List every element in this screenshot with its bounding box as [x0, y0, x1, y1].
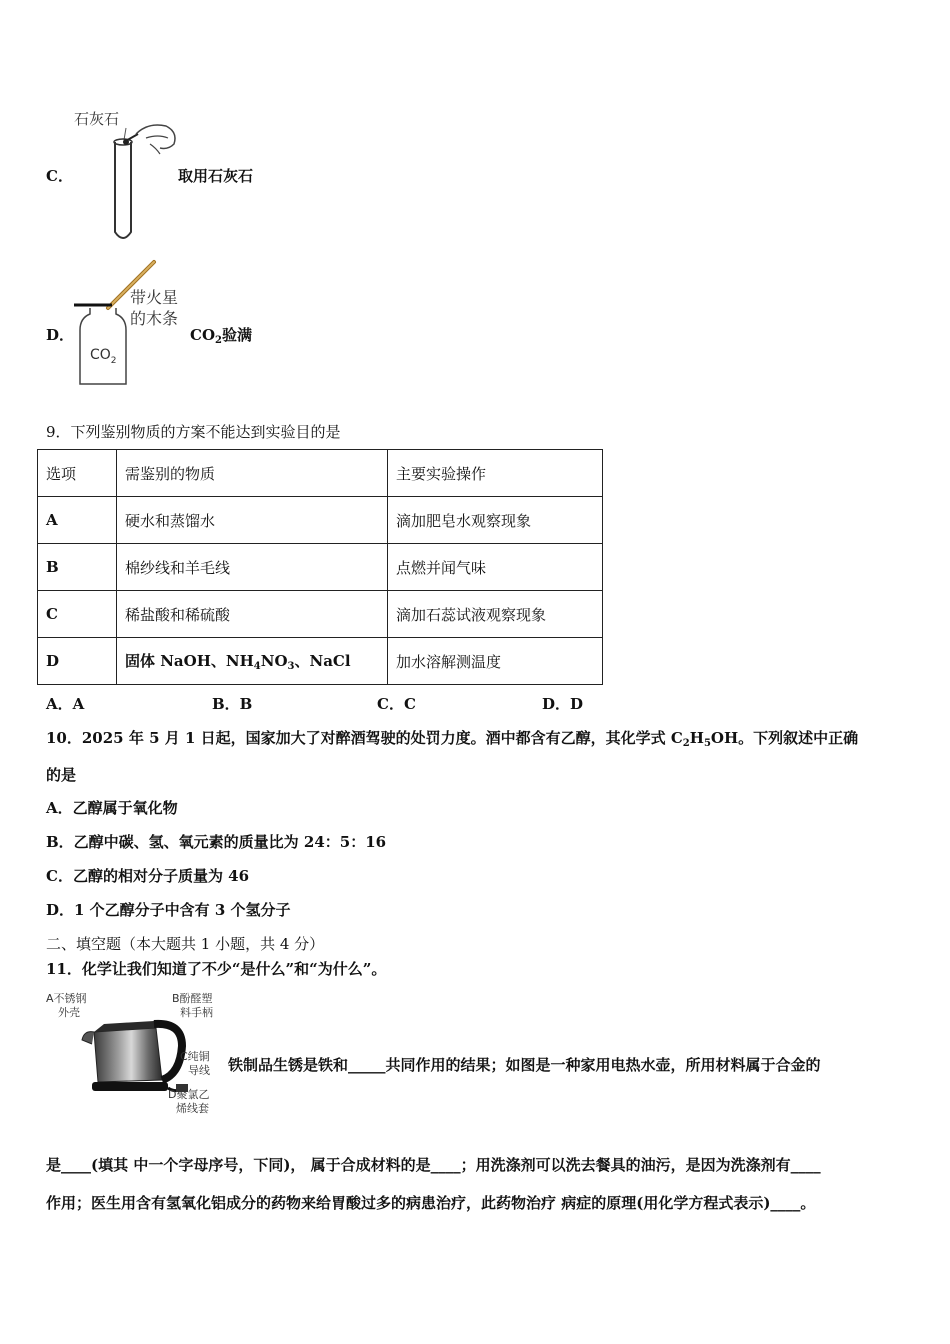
q9-stem: 9．下列鉴别物质的方案不能达到实验目的是: [46, 423, 341, 441]
row-operation: 加水溶解测温度: [388, 638, 603, 685]
splint-label-line2: 的木条: [130, 309, 179, 328]
q10-stem-line2: 的是: [46, 766, 77, 784]
kettle-label-c2: 导线: [188, 1064, 210, 1077]
q9-answer-a[interactable]: A．A: [46, 695, 85, 713]
row-substance: 固体 NaOH、$NH_4NO_3$、NaCl: [117, 638, 388, 685]
header-option: 选项: [38, 450, 117, 497]
option-c-letter: C．: [46, 167, 73, 185]
option-d-caption: $CO_2$验满: [190, 326, 252, 346]
q10-option-a[interactable]: A．乙醇属于氧化物: [46, 799, 178, 817]
row-option: A: [38, 497, 117, 544]
splint-label-line1: 带火星: [130, 288, 179, 307]
bottle-co2-label: $CO_2$: [90, 347, 117, 366]
kettle-label-d2: 烯线套: [176, 1102, 209, 1115]
q9-table: [37, 449, 603, 685]
kettle-label-d1: D聚氯乙: [168, 1088, 210, 1101]
row-substance: 硬水和蒸馏水: [117, 497, 388, 544]
q10-stem-line1: 10．2025 年 5 月 1 日起，国家加大了对醉酒驾驶的处罚力度。酒中都含有乙醇，其化学式 $C_2H_5OH$。下列叙述中正确: [46, 729, 859, 749]
option-c-caption: 取用石灰石: [178, 167, 254, 185]
kettle-label-c1: C纯铜: [180, 1050, 210, 1063]
table-row: [38, 591, 603, 638]
row-substance: 棉纱线和羊毛线: [117, 544, 388, 591]
q9-answer-c[interactable]: C．C: [377, 695, 416, 713]
q10-option-d[interactable]: D．1 个乙醇分子中含有 3 个氢分子: [46, 901, 291, 919]
table-row: [38, 497, 603, 544]
row-option: D: [38, 638, 117, 685]
row-substance: 稀盐酸和稀硫酸: [117, 591, 388, 638]
row-operation: 滴加石蕊试液观察现象: [388, 591, 603, 638]
table-row: [38, 638, 603, 685]
header-substance: 需鉴别的物质: [117, 450, 388, 497]
row-operation: 点燃并闻气味: [388, 544, 603, 591]
kettle-label-b1: B酚醛塑: [172, 992, 213, 1005]
q11-text-line2: 是____(填其 中一个字母序号，下同)， 属于合成材料的是____；用洗涤剂可以洗去餐具的油污，是因为洗涤剂有____: [46, 1156, 821, 1174]
header-operation: 主要实验操作: [388, 450, 603, 497]
option-d-letter: D．: [46, 326, 75, 344]
kettle-label-a1: A不锈钢: [46, 992, 87, 1005]
row-option: B: [38, 544, 117, 591]
kettle-label-b2: 料手柄: [180, 1006, 213, 1019]
q11-text-line3: 作用；医生用含有氢氧化铝成分的药物来给胃酸过多的病患治疗，此药物治疗 病症的原理(用化学方程式表示)____。: [46, 1194, 816, 1212]
q9-answer-b[interactable]: B．B: [212, 695, 253, 713]
q9-answer-d[interactable]: D．D: [542, 695, 584, 713]
row-operation: 滴加肥皂水观察现象: [388, 497, 603, 544]
row-option: C: [38, 591, 117, 638]
kettle-label-a2: 外壳: [58, 1006, 80, 1019]
limestone-label: 石灰石: [74, 110, 120, 128]
kettle-figure: [44, 988, 226, 1122]
q11-stem: 11．化学让我们知道了不少“是什么”和“为什么”。: [46, 960, 387, 978]
q10-option-c[interactable]: C．乙醇的相对分子质量为 46: [46, 867, 250, 885]
gas-bottle-splint-figure: [68, 258, 198, 392]
table-header-row: [38, 450, 603, 497]
test-tube-limestone-figure: [68, 104, 183, 244]
q11-text-line1: 铁制品生锈是铁和_____共同作用的结果；如图是一种家用电热水壶，所用材料属于合金的: [228, 1056, 821, 1074]
q10-option-b[interactable]: B．乙醇中碳、氢、氧元素的质量比为 24：5：16: [46, 833, 387, 851]
table-row: [38, 544, 603, 591]
section-heading: 二、填空题（本大题共 1 小题，共 4 分）: [46, 935, 325, 953]
